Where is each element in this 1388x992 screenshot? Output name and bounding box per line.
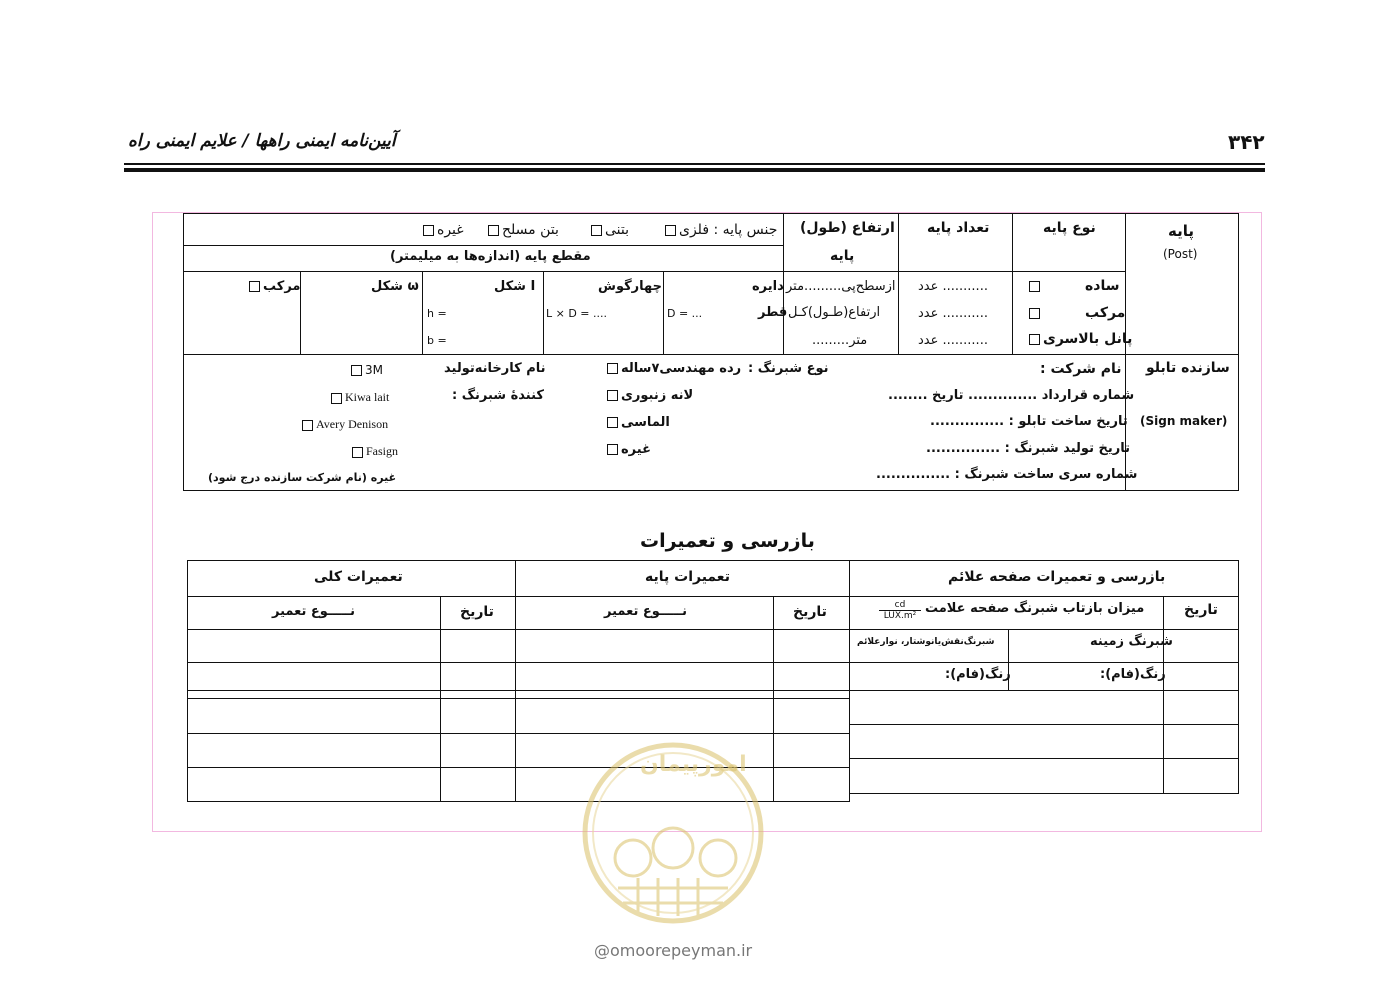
material-concrete: بتنی (588, 222, 629, 238)
checkbox-material-other[interactable] (423, 225, 434, 236)
watermark-brand: امورپیمان (640, 752, 747, 777)
shape-omega: ω شکل (371, 279, 419, 294)
checkbox-concrete[interactable] (591, 225, 602, 236)
sheeting-honeycomb: لانه زنبوری (604, 388, 693, 403)
count-compound: ........... عدد (918, 306, 988, 321)
post-label-en: (Post) (1163, 247, 1198, 261)
b-value: b = (427, 334, 447, 347)
reflect-unit: cd LUX.m² (879, 600, 921, 621)
shape-square: چهارگوش (598, 279, 662, 294)
checkbox-shape-compound[interactable] (249, 281, 260, 292)
post-date-header: تاریخ (793, 604, 827, 620)
checkbox-metal[interactable] (665, 225, 676, 236)
sheeting-grade: رده مهندسی۷ساله (604, 361, 741, 376)
manufacturer-label-1: نام کارخانه‌تولید (444, 361, 546, 376)
d-value: D = ... (667, 307, 703, 320)
sheeting-type-label: نوع شبرنگ : (748, 361, 829, 376)
group-general-header: تعمیرات کلی (314, 569, 403, 585)
reflect-header: میزان بازتاب شبرنگ صفحه علامت (925, 601, 1145, 616)
general-repair-type-header: نـــــوع تعمیر (272, 604, 355, 619)
maker-sheeting-date: تاریخ تولید شبرنگ : ............... (926, 441, 1130, 456)
checkbox-sheeting-other[interactable] (607, 444, 618, 455)
legend-sheeting-label: شبرنگ‌نقش‌یانوشتار، نوارعلائم (857, 637, 995, 647)
checkbox-avery[interactable] (302, 420, 313, 431)
checkbox-rc[interactable] (488, 225, 499, 236)
post-height-header-2: پایه (830, 248, 855, 264)
count-simple: ........... عدد (918, 279, 988, 294)
checkbox-compound[interactable] (1029, 308, 1040, 319)
copyright-icon: @ (594, 941, 610, 960)
page-number: ۳۴۲ (1228, 130, 1265, 154)
maker-label: سازنده تابلو (1146, 360, 1230, 376)
header-rule (124, 163, 1265, 165)
type-simple: ساده (1085, 278, 1120, 294)
checkbox-diamond[interactable] (607, 417, 618, 428)
inspection-title: بازرسی و تعمیرات (640, 530, 815, 552)
brand-avery: Avery Denison (299, 417, 388, 432)
type-compound: مرکب (1085, 305, 1126, 321)
bg-sheeting-label: شبرنگ زمینه (1090, 634, 1173, 649)
sheeting-other: غیره (604, 442, 651, 457)
count-overhead: ........... عدد (918, 333, 988, 348)
post-label: پایه (1168, 222, 1194, 240)
post-repair-type-header: نـــــوع تعمیر (604, 604, 687, 619)
shape-compound: مرکب (246, 279, 300, 294)
maker-batch: شماره سری ساخت شبرنگ : ............... (876, 467, 1138, 482)
color-label-bg: رنگ(فام): (1100, 667, 1166, 682)
checkbox-honeycomb[interactable] (607, 390, 618, 401)
color-label-legend: رنگ(فام): (945, 667, 1011, 682)
maker-contract: شماره قرارداد .............. تاریخ ........ (888, 388, 1135, 403)
material-rc: بتن مسلح (485, 222, 559, 238)
post-count-header: تعداد پایه (927, 220, 990, 236)
height-foundation: ازسطح‌پی.........متر (786, 279, 896, 294)
brand-fasign: Fasign (349, 444, 398, 459)
post-type-header: نوع پایه (1043, 220, 1096, 236)
sheeting-diamond: الماسی (604, 415, 670, 430)
checkbox-simple[interactable] (1029, 281, 1040, 292)
shape-i: I شکل (494, 279, 536, 294)
brand-3m: 3M (348, 363, 383, 377)
maker-label-en: (Sign maker) (1140, 414, 1228, 428)
watermark-site: @omoorepeyman.ir (594, 941, 753, 960)
brand-other: غیره (نام شرکت سازنده درج شود) (208, 471, 397, 484)
material-other: غیره (420, 222, 464, 238)
checkbox-overhead[interactable] (1029, 334, 1040, 345)
h-value: h = (427, 307, 447, 320)
checkbox-grade[interactable] (607, 363, 618, 374)
brand-kiwa: Kiwa lait (328, 390, 389, 405)
manufacturer-label-2: کنندهٔ شبرنگ : (452, 388, 544, 403)
page-title: آیین‌نامه ایمنی راهها / علایم ایمنی راه (128, 131, 396, 151)
sign-date-header: تاریخ (1184, 602, 1218, 618)
section-title: مقطع پایه (اندازه‌ها به میلیمتر) (390, 249, 591, 264)
material-metal: جنس پایه : فلزی (662, 222, 777, 238)
group-post-header: تعمیرات پایه (645, 569, 730, 585)
general-date-header: تاریخ (460, 604, 494, 620)
height-meter: متر......... (812, 333, 868, 348)
shape-circle: دایره (752, 279, 784, 294)
post-height-header: ارتفاع (طول) (800, 220, 895, 236)
header-rule-thick (124, 168, 1265, 172)
height-total: ارتفاع(طـول)کـل (788, 305, 881, 320)
type-overhead: پانل بالاسری (1043, 331, 1133, 347)
maker-build-date: تاریخ ساخت تابلو : ............... (930, 414, 1128, 429)
group-sign-header: بازرسی و تعمیرات صفحه علائم (948, 569, 1166, 585)
checkbox-kiwa[interactable] (331, 393, 342, 404)
checkbox-fasign[interactable] (352, 447, 363, 458)
lxd-value: L × D = .... (546, 307, 608, 320)
shape-diameter: قطر (758, 305, 788, 320)
maker-company: نام شرکت : (1040, 361, 1122, 377)
checkbox-3m[interactable] (351, 365, 362, 376)
